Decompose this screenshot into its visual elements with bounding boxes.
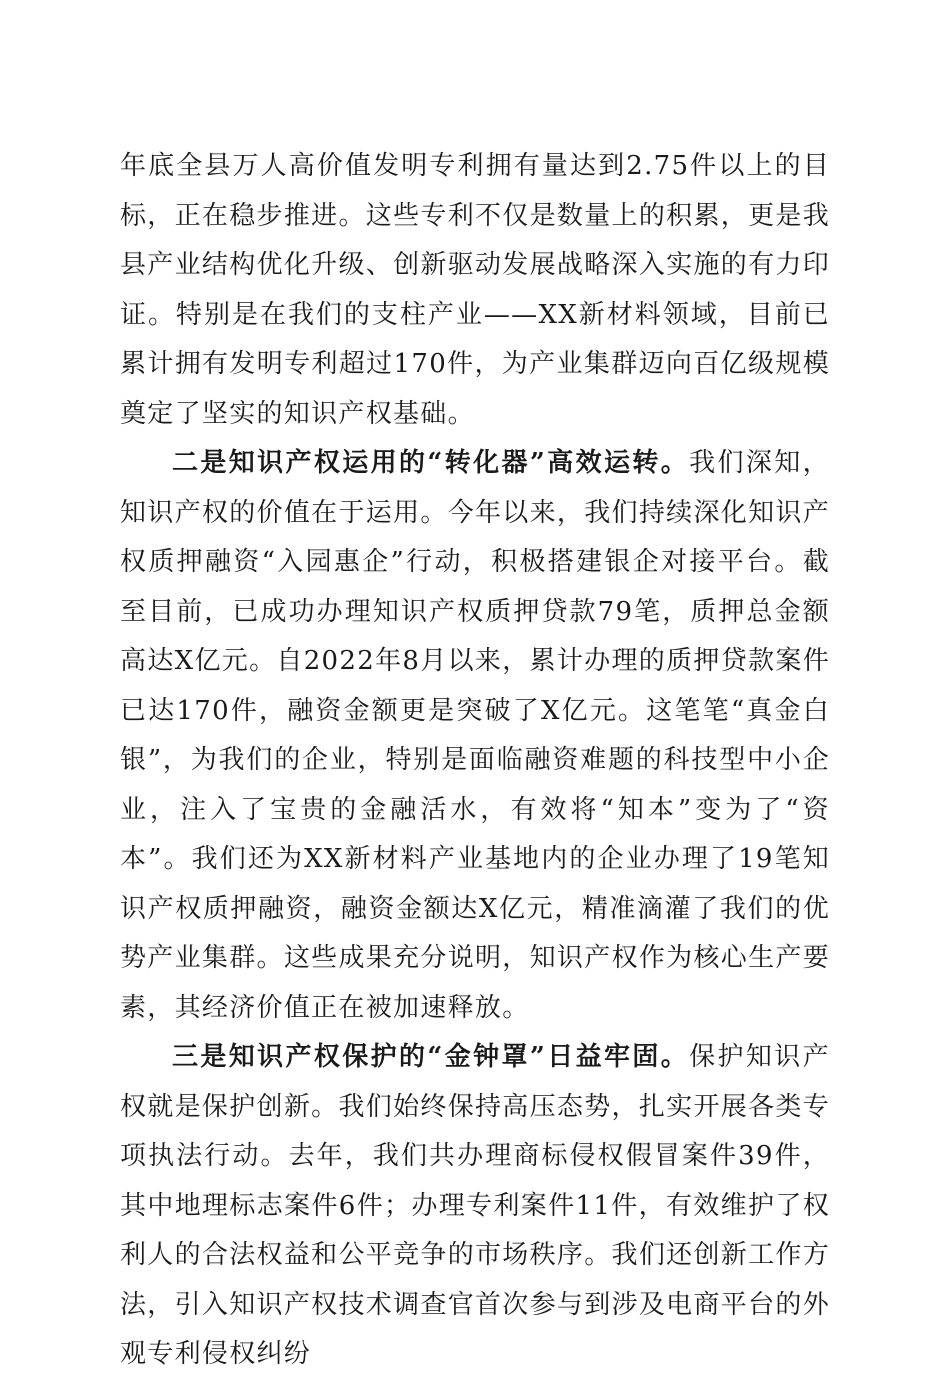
paragraph-2-heading: 二是知识产权运用的“转化器”高效运转。 [172,448,690,478]
document-body [120,142,830,1380]
paragraph-2 [120,439,830,1033]
paragraph-3 [120,1033,830,1380]
paragraph-1-text: 年底全县万人高价值发明专利拥有量达到2.75件以上的目标，正在稳步推进。这些专利不仅是数量上的积累，更是我县产业结构优化升级、创新驱动发展战略深入实施的有力印证。特别是在我们的支柱产业——XX新材料领域，目前已累计拥有发明专利超过170件，为产业集群迈向百亿级规模奠定了坚实的知识产权基础。 [120,151,830,429]
paragraph-3-text: 保护知识产权就是保护创新。我们始终保持高压态势，扎实开展各类专项执法行动。去年，我们共办理商标侵权假冒案件39件，其中地理标志案件6件；办理专利案件11件，有效维护了权利人的合法权益和公平竞争的市场秩序。我们还创新工作方法，引入知识产权技术调查官首次参与到涉及电商平台的外观专利侵权纠纷 [120,1042,830,1369]
paragraph-3-heading: 三是知识产权保护的“金钟罩”日益牢固。 [172,1042,690,1072]
paragraph-2-text: 我们深知，知识产权的价值在于运用。今年以来，我们持续深化知识产权质押融资“入园惠企”行动，积极搭建银企对接平台。截至目前，已成功办理知识产权质押贷款79笔，质押总金额高达X亿元。自2022年8月以来，累计办理的质押贷款案件已达170件，融资金额更是突破了X亿元。这笔笔“真金白银”，为我们的企业，特别是面临融资难题的科技型中小企业，注入了宝贵的金融活水，有效将“知本”变为了“资本”。我们还为XX新材料产业基地内的企业办理了19笔知识产权质押融资，融资金额达X亿元，精准滴灌了我们的优势产业集群。这些成果充分说明，知识产权作为核心生产要素，其经济价值正在被加速释放。 [120,448,830,1023]
paragraph-1 [120,142,830,439]
